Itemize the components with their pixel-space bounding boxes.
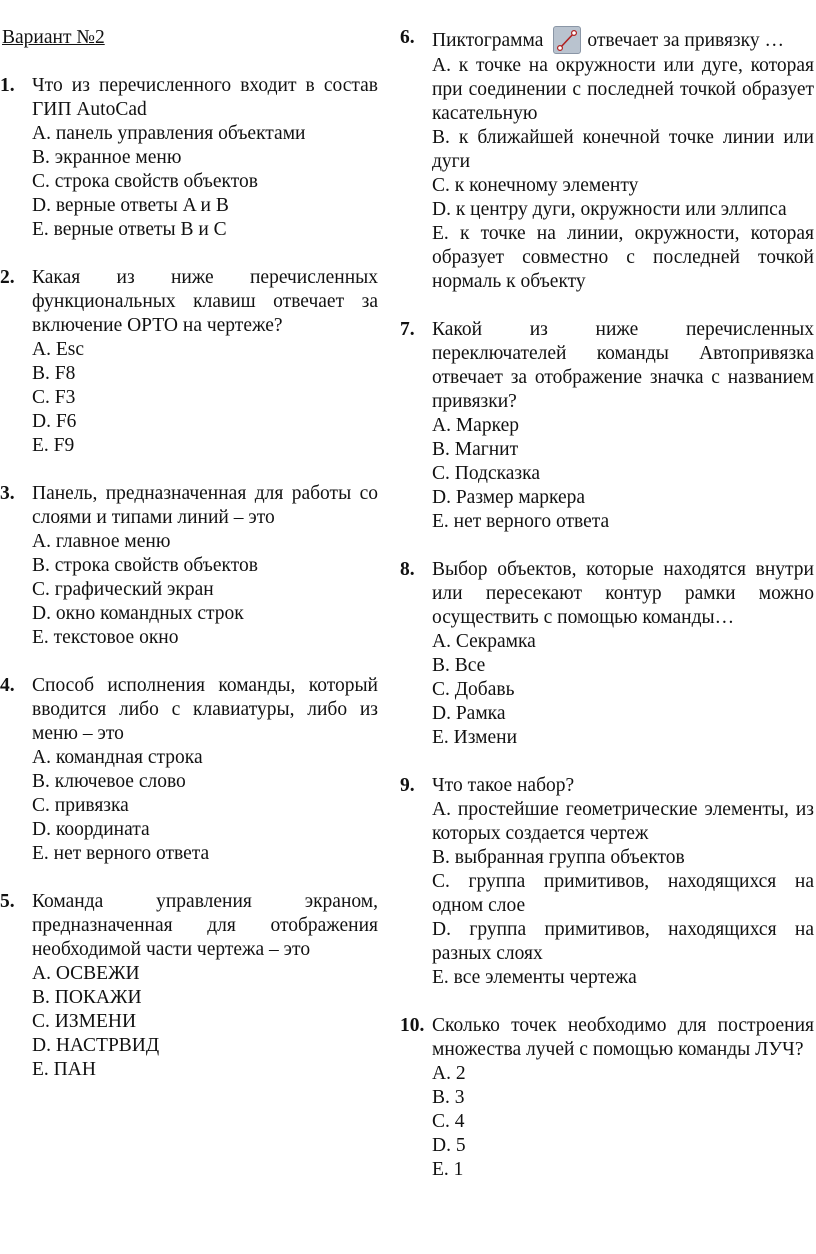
question-7 (400, 318, 814, 534)
question-text: Сколько точек необходимо для построения множества лучей с помощью команды ЛУЧ? (432, 1015, 814, 1060)
question-number: 8. (400, 559, 415, 580)
question-number: 4. (0, 675, 15, 696)
option-d: D. координата (32, 819, 150, 840)
option-a: A. простейшие геометрические элементы, из которых создается чертеж (432, 799, 814, 844)
question-number: 1. (0, 75, 15, 96)
option-e: E. 1 (432, 1159, 464, 1180)
option-b: B. экранное меню (32, 147, 182, 168)
option-a: A. командная строка (32, 747, 203, 768)
option-c: C. Добавь (432, 679, 515, 700)
question-5 (0, 890, 378, 1082)
option-b: B. выбранная группа объектов (432, 847, 685, 868)
option-d: D. 5 (432, 1135, 466, 1156)
option-b: B. ключевое слово (32, 771, 186, 792)
option-b: B. ПОКАЖИ (32, 987, 142, 1008)
option-c: C. Подсказка (432, 463, 540, 484)
option-b: B. 3 (432, 1087, 465, 1108)
question-8 (400, 558, 814, 750)
option-e: E. нет верного ответа (432, 511, 610, 532)
tangent-snap-icon (553, 26, 581, 54)
question-text: Какая из ниже перечисленных функциональных клавиш отвечает за включение ОРТО на чертеже? (32, 267, 378, 336)
option-a: A. Маркер (432, 415, 519, 436)
option-a: A. Секрамка (432, 631, 536, 652)
option-c: C. F3 (32, 387, 76, 408)
option-d: D. НАСТРВИД (32, 1035, 160, 1056)
option-e: E. ПАН (32, 1059, 96, 1080)
question-text-before: Пиктограмма (432, 30, 544, 51)
option-a: A. к точке на окружности или дуге, которая при соединении с последней точкой образует касательную (432, 55, 814, 124)
option-a: A. 2 (432, 1063, 466, 1084)
option-b: B. строка свойств объектов (32, 555, 258, 576)
question-3 (0, 482, 378, 650)
option-d: D. F6 (32, 411, 77, 432)
question-6 (400, 26, 814, 294)
option-a: A. главное меню (32, 531, 171, 552)
option-a: A. панель управления объектами (32, 123, 306, 144)
question-number: 2. (0, 267, 15, 288)
option-e: E. F9 (32, 435, 75, 456)
question-number: 3. (0, 483, 15, 504)
option-e: E. верные ответы B и C (32, 219, 227, 240)
option-c: C. привязка (32, 795, 129, 816)
option-e: E. все элементы чертежа (432, 967, 637, 988)
question-text: Выбор объектов, которые находятся внутри или пересекают контур рамки можно осуществить с помощью команды… (432, 559, 814, 628)
question-10 (400, 1014, 814, 1182)
question-text: Что такое набор? (432, 775, 575, 796)
question-2 (0, 266, 378, 458)
option-c: C. графический экран (32, 579, 214, 600)
question-number: 7. (400, 319, 415, 340)
right-column (400, 26, 814, 1206)
question-9 (400, 774, 814, 990)
option-c: C. строка свойств объектов (32, 171, 258, 192)
question-4 (0, 674, 378, 866)
option-d: D. окно командных строк (32, 603, 244, 624)
option-e: E. нет верного ответа (32, 843, 210, 864)
left-column (0, 74, 378, 1106)
question-text-after: отвечает за привязку … (587, 30, 784, 51)
option-e: E. Измени (432, 727, 518, 748)
option-d: D. Рамка (432, 703, 506, 724)
question-number: 6. (400, 27, 415, 48)
question-text: Способ исполнения команды, который вводится либо с клавиатуры, либо из меню – это (32, 675, 378, 744)
option-e: E. текстовое окно (32, 627, 179, 648)
option-c: C. группа примитивов, находящихся на одном слое (432, 871, 814, 916)
question-text: Какой из ниже перечисленных переключателей команды Автопривязка отвечает за отображение значка с названием привязки? (432, 319, 814, 412)
option-b: B. F8 (32, 363, 76, 384)
option-d: D. верные ответы A и B (32, 195, 229, 216)
question-text: Панель, предназначенная для работы со слоями и типами линий – это (32, 483, 378, 528)
question-text: Что из перечисленного входит в состав ГИП AutoCad (32, 75, 378, 120)
option-e: E. к точке на линии, окружности, которая образует совместно с последней точкой нормаль к объекту (432, 223, 814, 292)
question-number: 5. (0, 891, 15, 912)
option-b: B. к ближайшей конечной точке линии или дуги (432, 127, 814, 172)
question-text: Команда управления экраном, предназначенная для отображения необходимой части чертежа – это (32, 891, 378, 960)
question-1 (0, 74, 378, 242)
question-number: 9. (400, 775, 415, 796)
question-text (432, 26, 814, 54)
option-d: D. Размер маркера (432, 487, 586, 508)
option-c: C. 4 (432, 1111, 465, 1132)
option-c: C. к конечному элементу (432, 175, 639, 196)
option-b: B. Магнит (432, 439, 519, 460)
question-number: 10. (400, 1015, 425, 1036)
option-a: A. Esc (32, 339, 84, 360)
option-d: D. группа примитивов, находящихся на разных слоях (432, 919, 814, 964)
option-a: A. ОСВЕЖИ (32, 963, 140, 984)
option-d: D. к центру дуги, окружности или эллипса (432, 199, 787, 220)
variant-title: Вариант №2 (2, 27, 105, 48)
option-c: C. ИЗМЕНИ (32, 1011, 137, 1032)
option-b: B. Все (432, 655, 486, 676)
